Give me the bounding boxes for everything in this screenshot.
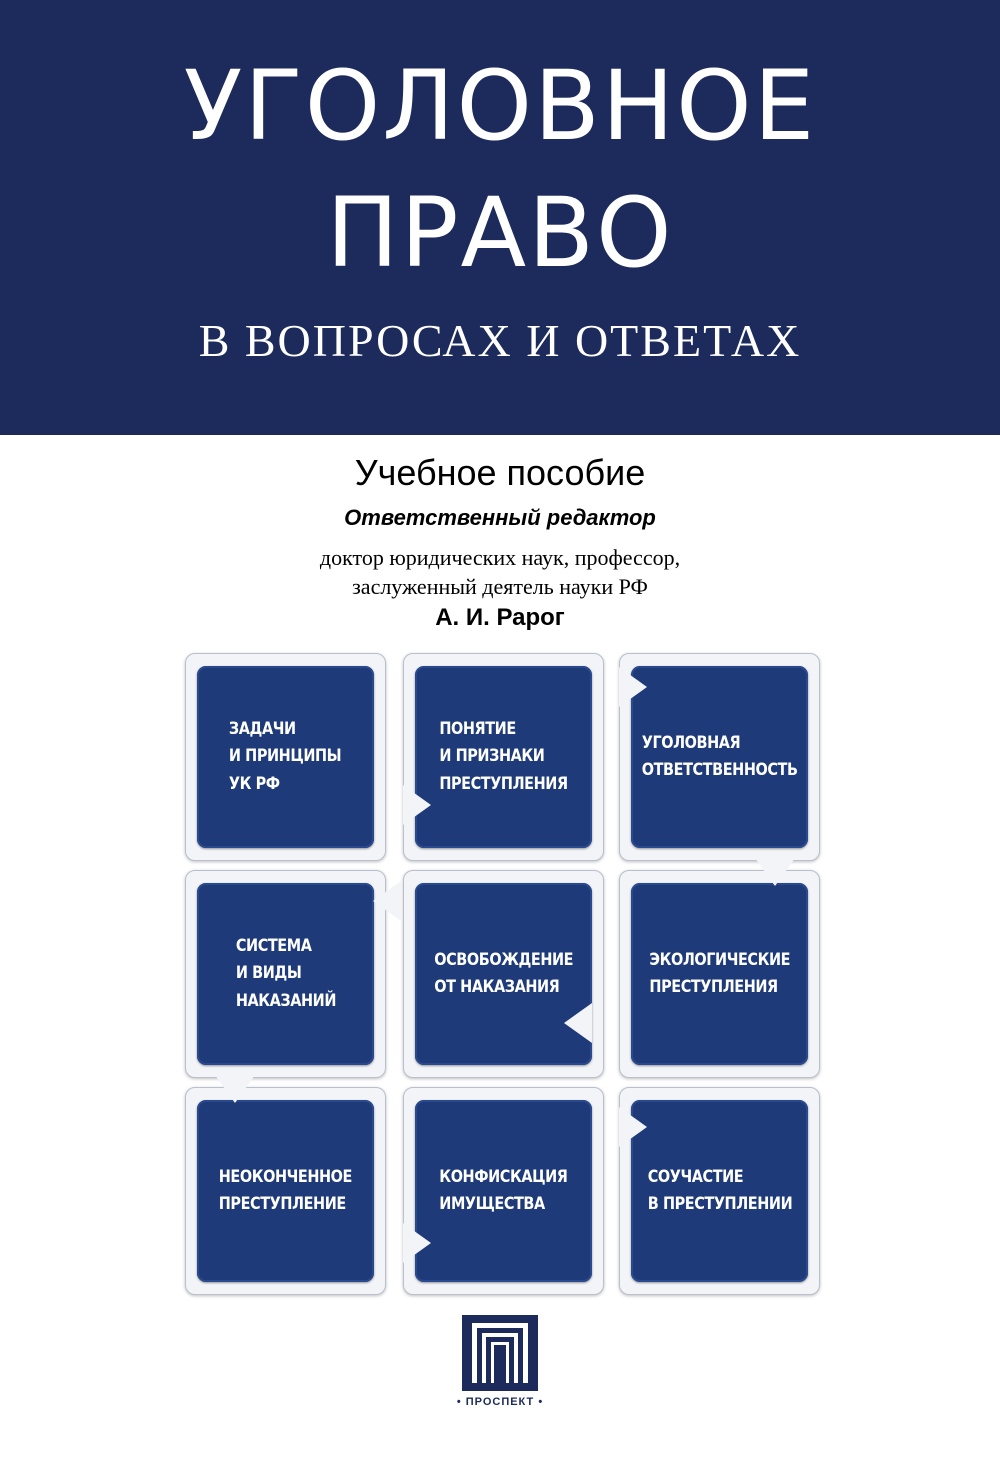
topic-label: ОСВОБОЖДЕНИЕ ОТ НАКАЗАНИЯ bbox=[434, 949, 573, 997]
title-line-1: УГОЛОВНОЕ bbox=[183, 50, 817, 162]
topic-cell bbox=[619, 870, 820, 1078]
topic-cell bbox=[185, 1087, 386, 1295]
topic-cell bbox=[185, 870, 386, 1078]
arrow-right-icon bbox=[619, 667, 647, 707]
arrow-right-icon bbox=[403, 1223, 431, 1263]
topic-grid bbox=[185, 653, 820, 1293]
arrow-right-icon bbox=[403, 785, 431, 825]
topic-tile bbox=[631, 1100, 808, 1282]
book-type: Учебное пособие bbox=[354, 452, 646, 493]
topic-tile bbox=[197, 883, 374, 1065]
publisher-name: • ПРОСПЕКТ • bbox=[456, 1396, 544, 1408]
topic-tile bbox=[197, 1100, 374, 1282]
topic-cell bbox=[403, 653, 604, 861]
topic-tile bbox=[631, 666, 808, 848]
topic-label: ПОНЯТИЕ И ПРИЗНАКИ ПРЕСТУПЛЕНИЯ bbox=[439, 719, 568, 794]
topic-label: СОУЧАСТИЕ В ПРЕСТУПЛЕНИИ bbox=[647, 1166, 792, 1214]
editor-credentials-2: заслуженный деятель науки РФ bbox=[352, 574, 648, 599]
topic-cell bbox=[619, 653, 820, 861]
editor-credentials-1: доктор юридических наук, профессор, bbox=[319, 545, 681, 570]
topic-tile bbox=[197, 666, 374, 848]
topic-cell bbox=[619, 1087, 820, 1295]
topic-label: НЕОКОНЧЕННОЕ ПРЕСТУПЛЕНИЕ bbox=[218, 1166, 353, 1214]
topic-label: СИСТЕМА И ВИДЫ НАКАЗАНИЙ bbox=[235, 936, 336, 1011]
topic-tile bbox=[415, 1100, 592, 1282]
title-line-2: ПРАВО bbox=[326, 177, 674, 289]
arrow-down-icon bbox=[755, 858, 795, 886]
arrow-down-icon bbox=[215, 1075, 255, 1103]
editor-name: А. И. Рарог bbox=[435, 604, 565, 631]
publisher-logo-icon bbox=[462, 1315, 538, 1391]
cover-header bbox=[0, 0, 1000, 435]
topic-label: КОНФИСКАЦИЯ ИМУЩЕСТВА bbox=[439, 1166, 568, 1214]
arrow-left-icon bbox=[373, 881, 401, 921]
topic-tile bbox=[631, 883, 808, 1065]
editor-role: Ответственный редактор bbox=[344, 505, 656, 530]
arrow-left-icon bbox=[564, 1003, 592, 1043]
topic-cell bbox=[403, 1087, 604, 1295]
subtitle: В ВОПРОСАХ И ОТВЕТАХ bbox=[198, 315, 802, 366]
topic-label: ЭКОЛОГИЧЕСКИЕ ПРЕСТУПЛЕНИЯ bbox=[649, 949, 790, 997]
topic-tile bbox=[415, 666, 592, 848]
arrow-right-icon bbox=[619, 1107, 647, 1147]
topic-cell bbox=[185, 653, 386, 861]
topic-label: ЗАДАЧИ И ПРИНЦИПЫ УК РФ bbox=[229, 719, 342, 794]
topic-cell bbox=[403, 870, 604, 1078]
topic-label: УГОЛОВНАЯ ОТВЕТСТВЕННОСТЬ bbox=[641, 732, 798, 780]
